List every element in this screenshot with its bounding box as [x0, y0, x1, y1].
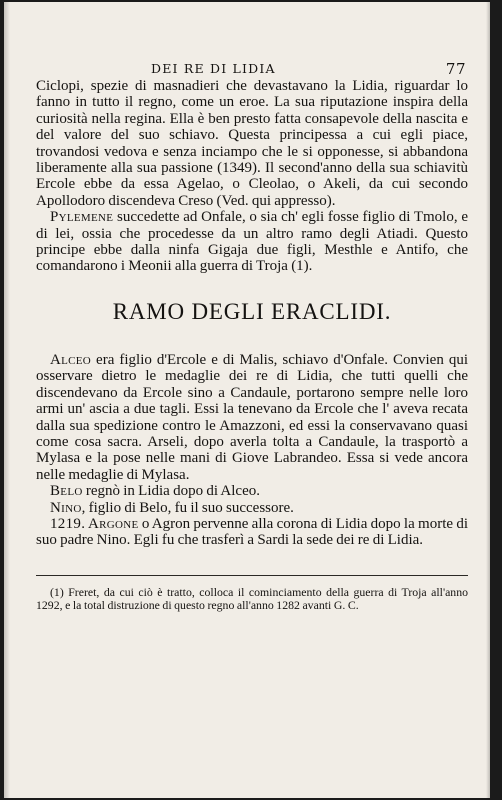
paragraph-pylemene [36, 209, 468, 275]
paragraph-continuation [36, 78, 468, 209]
section-heading: RAMO DEGLI ERACLIDI. [112, 298, 392, 324]
page-number: 77 [445, 60, 466, 78]
paragraph-alceo [36, 352, 468, 483]
paragraph-belo [36, 483, 468, 499]
paragraph-lead-name: Belo [50, 483, 83, 500]
body-text-bottom [36, 352, 468, 549]
running-head-title: DEI RE DI LIDIA [151, 61, 276, 76]
footnote: (1) Freret, da cui ciò è tratto, colloca il cominciamento della guerra di Troja all'anno 1292, e la total distruzione di questo regno all'anno 1282 avanti G. C. [36, 584, 468, 613]
paragraph-lead-name: 1219. Argone [50, 515, 139, 532]
page-content [36, 60, 468, 613]
paragraph-text: , figlio di Belo, fu il suo successore. [81, 499, 294, 516]
body-text-top [36, 78, 468, 275]
paragraph-text: regnò in Lidia dopo di Alceo. [82, 483, 260, 500]
paragraph-lead-name: Alceo [50, 351, 92, 368]
paragraph-lead-name: Nino [50, 499, 82, 516]
page-edge-right [486, 2, 490, 798]
running-head [36, 60, 468, 78]
paragraph-text: succedette ad Onfale, o sia ch' egli fosse figlio di Tmolo, e di lei, ossia che procedesse da un altro ramo degli Atiadi. Questo principe ebbe dalla ninfa Gigaja due figli, Mesthle e Antifo, che comandarono i Meonii alla guerra di Troja (1). [36, 209, 468, 275]
paragraph-text: era figlio d'Ercole e di Malis, schiavo d'Onfale. Convien qui osservare dietro le medaglie dei re di Lidia, che tutti quelli che discendevano da Ercole sino a Candaule, portarono sempre nelle loro armi un' ascia a due tagli. Essi la tenevano da Ercole che l' aveva recata dalla sua spedizione contro le Amazzoni, ed essi la conservavano quasi come cosa sacra. Arseli, dopo averla tolta a Candaule, la trasportò a Mylasa e la pose nelle mani di Giove Labrandeo. Essa si vede ancora nelle medaglie di Mylasa. [36, 351, 468, 483]
paragraph-nino [36, 500, 468, 516]
paragraph-lead-name: Pylemene [50, 209, 114, 226]
paragraph-text: o Agron pervenne alla corona di Lidia dopo la morte di suo padre Nino. Egli fu che trasferì a Sardi la sede dei re di Lidia. [36, 515, 469, 549]
footnote-rule [36, 575, 468, 576]
paragraph-text: Ciclopi, spezie di masnadieri che devastavano la Lidia, riguardar lo fanno in tutto il regno, come un eroe. La sua riputazione inspira della curiosità nella regina. Ella è ben presto fatta consapevole della nascita e del valore del suo schiavo. Questa principessa a cui egli piace, trovandosi vedova e senza inciampo che le si opponesse, si abbandona liberamente alla sua passione (1349). Il second'anno della sua schiavitù Ercole ebbe da essa Agelao, o Cleolao, o Akeli, da cui secondo Apollodoro discendeva Creso (Ved. qui appresso). [36, 78, 468, 209]
book-page [4, 2, 490, 798]
paragraph-argone [36, 516, 468, 549]
page-edge-shadow [4, 2, 10, 798]
